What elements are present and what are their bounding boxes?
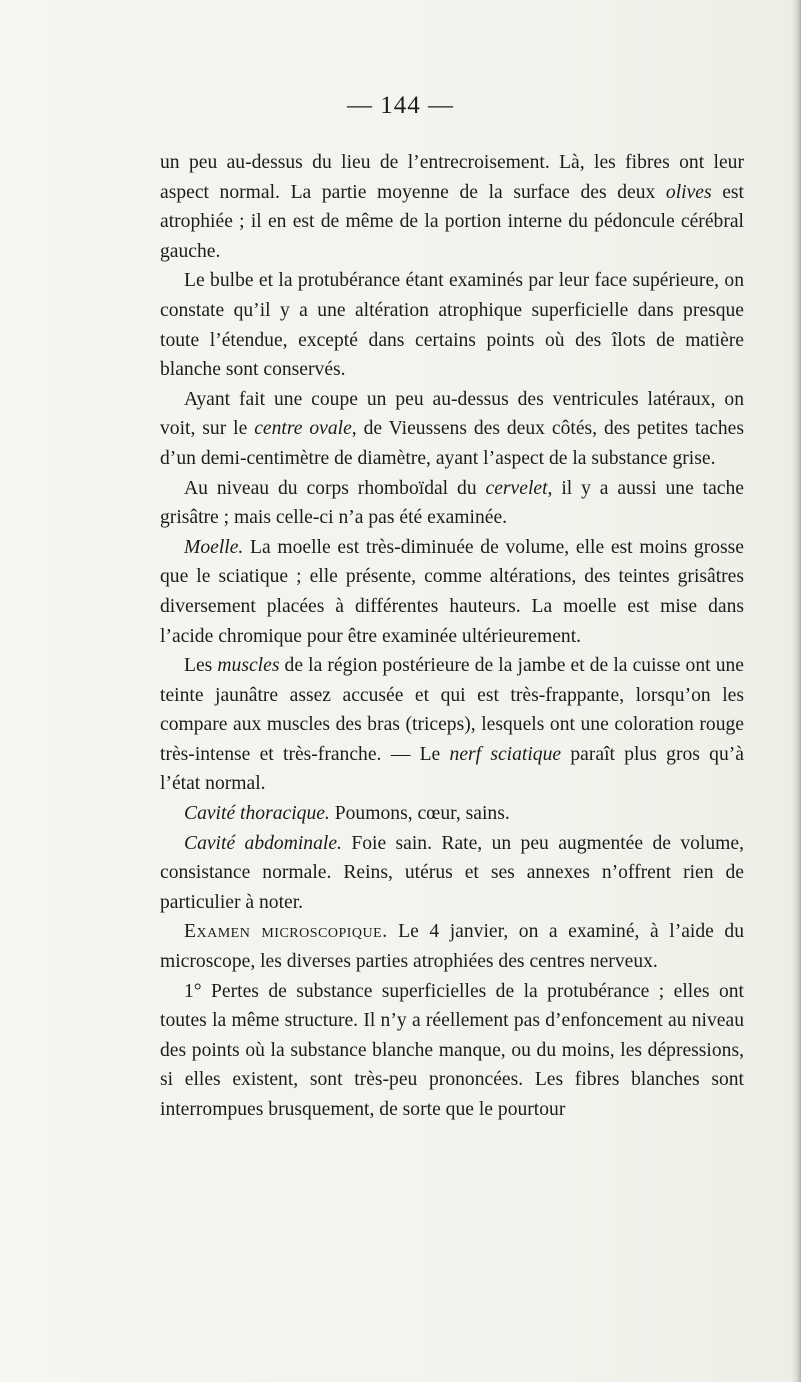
text-run: est atrophiée ; il en est de même de la portion interne du pédoncule cérébral gauche. [160,181,744,262]
paragraph [160,474,744,533]
paragraph [160,977,744,1125]
italic-text: centre ovale [254,418,352,440]
text-run: un peu au-dessus du lieu de l’entrecroisement. Là, les fibres ont leur aspect normal. La partie moyenne de la surface des deux [160,152,744,203]
text-run: 1° Pertes de substance superficielles de la protubérance ; elles ont toutes la même structure. Il n’y a réellement pas d’enfoncement au niveau des points où la substance blanche manque, ou du moins, les dépressions, si elles existent, sont très-peu prononcées. Les fibres blanches sont interrompues brusquement, de sorte que le pourtour [160,980,744,1120]
text-run: , de Vieussens des deux côtés, des petites taches d’un demi-centimètre de diamètre, ayant l’aspect de la substance grise. [160,418,745,469]
text-run: Ayant fait une coupe un peu au-dessus des ventricules latéraux, on voit, sur le [160,388,744,440]
text-run: Les [184,655,218,677]
page-edge-shadow [791,0,801,1382]
paragraph [160,148,744,266]
italic-text: Cavité abdominale. [184,832,342,854]
paragraph [160,917,744,976]
text-run: La moelle est très-diminuée de volume, elle est moins grosse que le sciatique ; elle présente, comme altérations, des teintes grisâtres diversement placées à différentes hauteurs. La moelle est mise dans l’acide chromique pour être examinée ultérieurement. [160,536,744,647]
smallcaps-heading: Examen microscopique. [184,921,388,943]
paragraph [160,651,744,799]
italic-text: nerf sciatique [449,743,562,765]
italic-text: Cavité thoracique. [184,803,330,825]
paragraph [160,385,744,474]
text-run: Le 4 janvier, on a examiné, à l’aide du microscope, les diverses parties atrophiées des centres nerveux. [160,921,744,973]
italic-text: muscles [217,655,280,677]
text-run: , il y a aussi une tache grisâtre ; mais celle-ci n’a pas été examinée. [160,477,745,529]
italic-text: olives [665,181,712,203]
text-run: de la région postérieure de la jambe et de la cuisse ont une teinte jaunâtre assez accusée et qui est très-frappante, lorsqu’on les compare aux muscles des bras (triceps), lesquels ont une coloration rouge très-intense et très-franche. — Le [160,655,744,765]
text-run: Poumons, cœur, sains. [329,803,510,825]
body-text [160,148,744,1125]
text-run: paraît plus gros qu’à l’état normal. [160,743,744,795]
text-run: Au niveau du corps rhomboïdal du [184,477,486,499]
paragraph [160,533,744,651]
text-run: Le bulbe et la protubérance étant examinés par leur face supérieure, on constate qu’il y a une altération atrophique superficielle dans presque toute l’étendue, excepté dans certains points où des îlots de matière blanche sont conservés. [160,270,744,381]
page-number: — 144 — [347,92,454,119]
paragraph [160,799,744,829]
italic-text: cervelet [485,477,548,499]
paragraph [160,266,744,384]
text-run: Foie sain. Rate, un peu augmentée de volume, consistance normale. Reins, utérus et ses annexes n’offrent rien de particulier à noter. [160,832,744,913]
paragraph [160,829,744,918]
italic-text: Moelle. [184,536,244,558]
